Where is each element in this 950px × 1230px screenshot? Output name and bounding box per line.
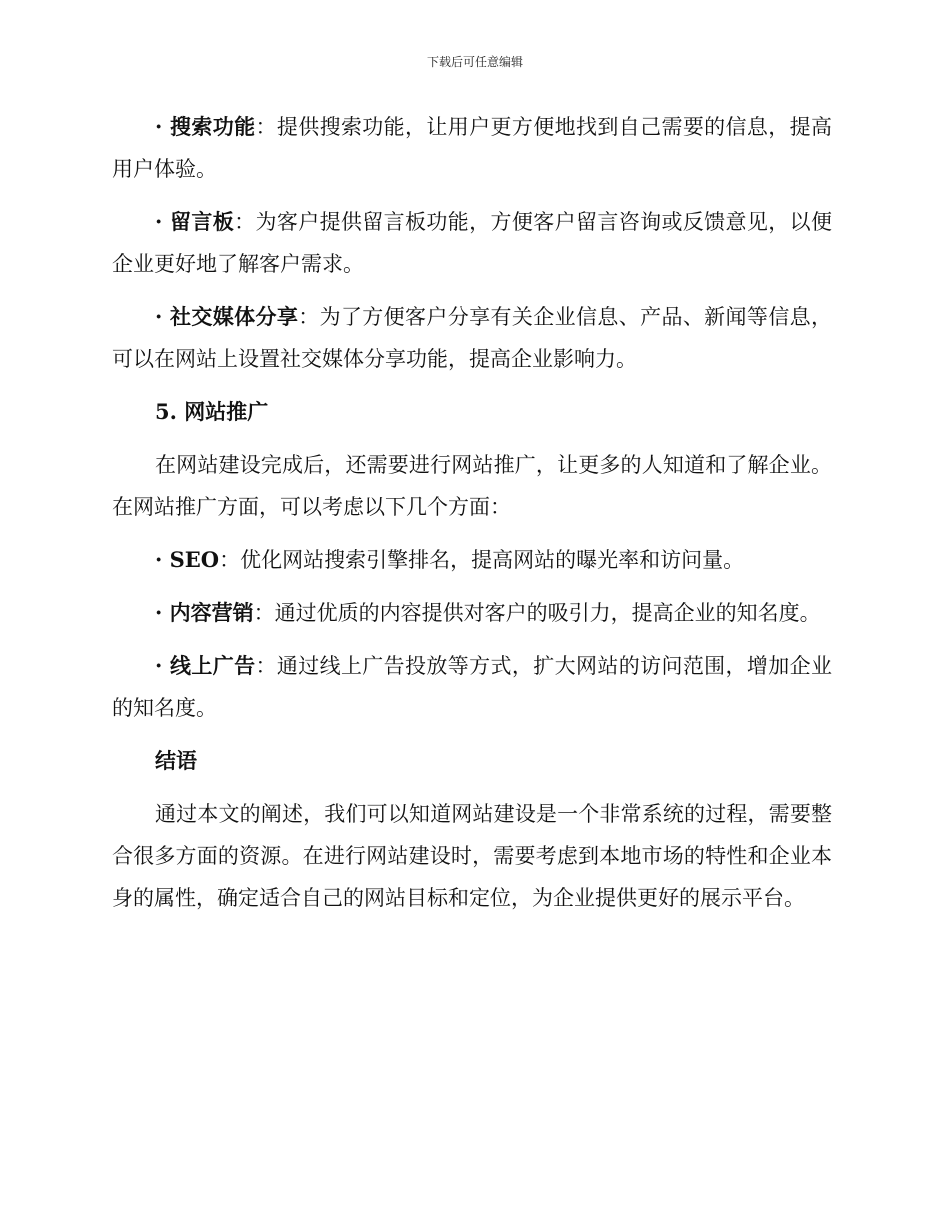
separator: ： [234, 210, 256, 234]
list-item-online-ads [112, 645, 832, 729]
term-seo: · SEO [155, 547, 220, 572]
list-item-seo [112, 539, 832, 581]
term-message-board: · 留言板 [155, 209, 235, 234]
term-search: · 搜索功能 [155, 114, 256, 139]
desc-online-ads: 通过线上广告投放等方式，扩大网站的访问范围，增加企业的知名度。 [112, 654, 833, 720]
list-item-content-marketing [112, 592, 832, 634]
desc-social-share: 为了方便客户分享有关企业信息、产品、新闻等信息，可以在网站上设置社交媒体分享功能，提高企业影响力。 [112, 305, 833, 371]
desc-message-board: 为客户提供留言板功能，方便客户留言咨询或反馈意见，以便企业更好地了解客户需求。 [112, 210, 833, 276]
section-heading-promotion: 5. 网站推广 [155, 399, 269, 424]
desc-seo: 优化网站搜索引擎排名，提高网站的曝光率和访问量。 [240, 548, 745, 572]
separator: ： [298, 305, 320, 329]
desc-content-marketing: 通过优质的内容提供对客户的吸引力，提高企业的知名度。 [274, 601, 821, 625]
list-item-search [112, 106, 832, 190]
paragraph-promotion-intro: 在网站建设完成后，还需要进行网站推广，让更多的人知道和了解企业。在网站推广方面，可以考虑以下几个方面： [112, 453, 832, 519]
term-online-ads: · 线上广告 [155, 653, 256, 678]
term-social-share: · 社交媒体分享 [155, 304, 299, 329]
separator: ： [255, 654, 277, 678]
document-body [112, 106, 832, 930]
section-heading-conclusion: 结语 [155, 748, 197, 773]
separator: ： [219, 548, 241, 572]
desc-search: 提供搜索功能，让用户更方便地找到自己需要的信息，提高用户体验。 [112, 115, 833, 181]
page-header: 下载后可任意编辑 [426, 55, 523, 69]
paragraph-conclusion: 通过本文的阐述，我们可以知道网站建设是一个非常系统的过程，需要整合很多方面的资源。在进行网站建设时，需要考虑到本地市场的特性和企业本身的属性，确定适合自己的网站目标和定位，为企业提供更好的展示平台。 [112, 802, 832, 910]
separator: ： [255, 115, 277, 139]
term-content-marketing: · 内容营销 [155, 600, 254, 625]
separator: ： [253, 601, 275, 625]
list-item-message-board [112, 201, 832, 285]
list-item-social-share [112, 296, 832, 380]
